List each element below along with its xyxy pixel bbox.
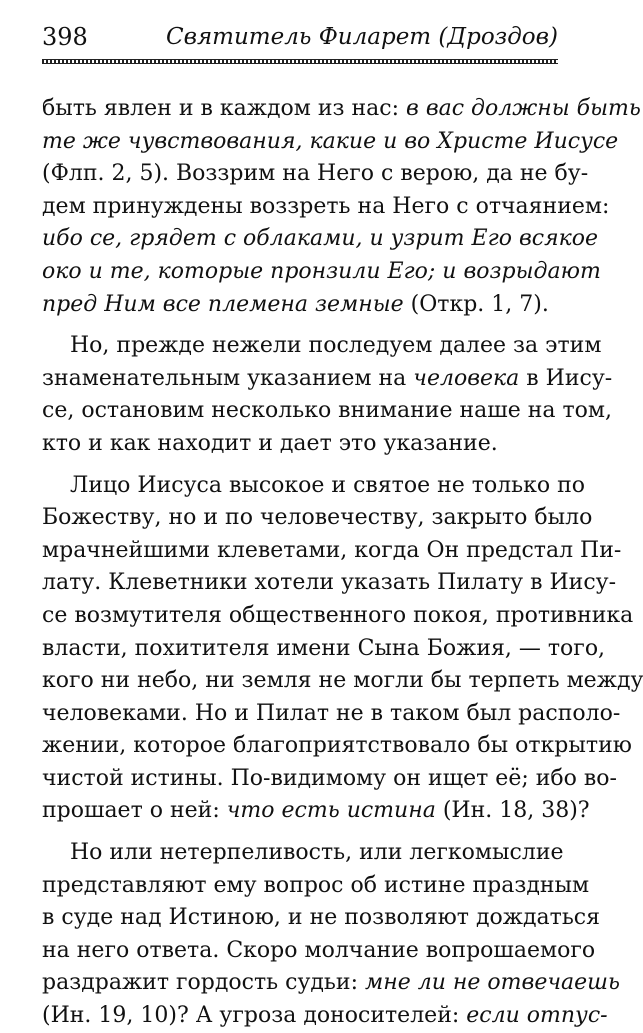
text-line <box>42 363 613 396</box>
text-line: кого ни небо, ни земля не могли бы терпеть между <box>42 668 643 694</box>
text-segment: (Ин. 19, 10)? А угроза доносителей: <box>42 1003 467 1029</box>
text-segment: быть явлен и в каждом из нас: <box>42 96 407 121</box>
text-line: Но, прежде нежели последуем далее за этим <box>70 333 602 359</box>
text-line: око и те, которые пронзили Его; и возрыдают <box>42 258 601 284</box>
running-title: Святитель Филарет (Дроздов) <box>165 24 558 50</box>
emphasis-segment: человека <box>413 365 520 391</box>
text-line: те же чувствования, какие и во Христе Иисусе <box>42 128 619 154</box>
text-line: чистой истины. По-видимому он ищет её; ибо во- <box>42 765 617 791</box>
text-line: Божеству, но и по человечеству, закрыто было <box>42 505 593 531</box>
text-line: мрачнейшими клеветами, когда Он предстал Пи- <box>42 537 622 563</box>
text-line: человеками. Но и Пилат не в таком был располо- <box>42 700 621 726</box>
quote-segment: если отпус- <box>466 1003 608 1029</box>
text-line: дем принуждены воззреть на Него с отчаянием: <box>42 193 610 219</box>
quote-segment: в вас должны быть <box>406 96 641 121</box>
text-line: кто и как находит и дает это указание. <box>42 430 498 456</box>
text-line <box>42 289 558 322</box>
text-line <box>42 967 620 1000</box>
text-line: в суде над Истиною, и не позволяют дождаться <box>42 905 600 931</box>
quote-segment: мне ли не отвечаешь <box>364 970 620 996</box>
text-segment: (Ин. 18, 38)? <box>435 798 590 824</box>
text-line: представляют ему вопрос об истине праздным <box>42 872 590 898</box>
text-line: (Флп. 2, 5). Воззрим на Него с верою, да не бу- <box>42 161 589 187</box>
text-segment: знаменательным указанием на <box>42 365 414 391</box>
text-segment: раздражит гордость судьи: <box>42 970 365 996</box>
text-line: се возмутителя общественного покоя, противника <box>42 602 634 628</box>
page-header <box>42 22 558 58</box>
text-line: лату. Клеветники хотели указать Пилату в Иису- <box>42 570 617 596</box>
text-line: се, остановим несколько внимание наше на том, <box>42 398 613 424</box>
text-line <box>42 795 590 828</box>
text-line: на него ответа. Скоро молчание вопрошаемого <box>42 937 596 963</box>
text-line: Но или нетерпеливость, или легкомыслие <box>70 840 564 866</box>
body-text <box>42 93 643 1033</box>
text-line: Лицо Иисуса высокое и святое не только по <box>70 472 586 498</box>
text-segment: прошает о ней: <box>42 798 227 824</box>
text-line: власти, похитителя имени Сына Божия, — того, <box>42 635 606 661</box>
header-rule <box>42 59 558 64</box>
page-number: 398 <box>42 23 88 51</box>
text-line <box>42 93 641 126</box>
text-segment: в Иису- <box>519 365 613 391</box>
quote-segment: пред Ним все племена земные <box>42 291 404 317</box>
text-line: ибо се, грядет с облаками, и узрит Его всякое <box>42 226 599 252</box>
text-segment: (Откр. 1, 7). <box>403 291 549 317</box>
text-line: жении, которое благоприятствовало бы открытию <box>42 733 632 759</box>
quote-segment: что есть истина <box>226 798 436 824</box>
text-line <box>42 1000 608 1033</box>
